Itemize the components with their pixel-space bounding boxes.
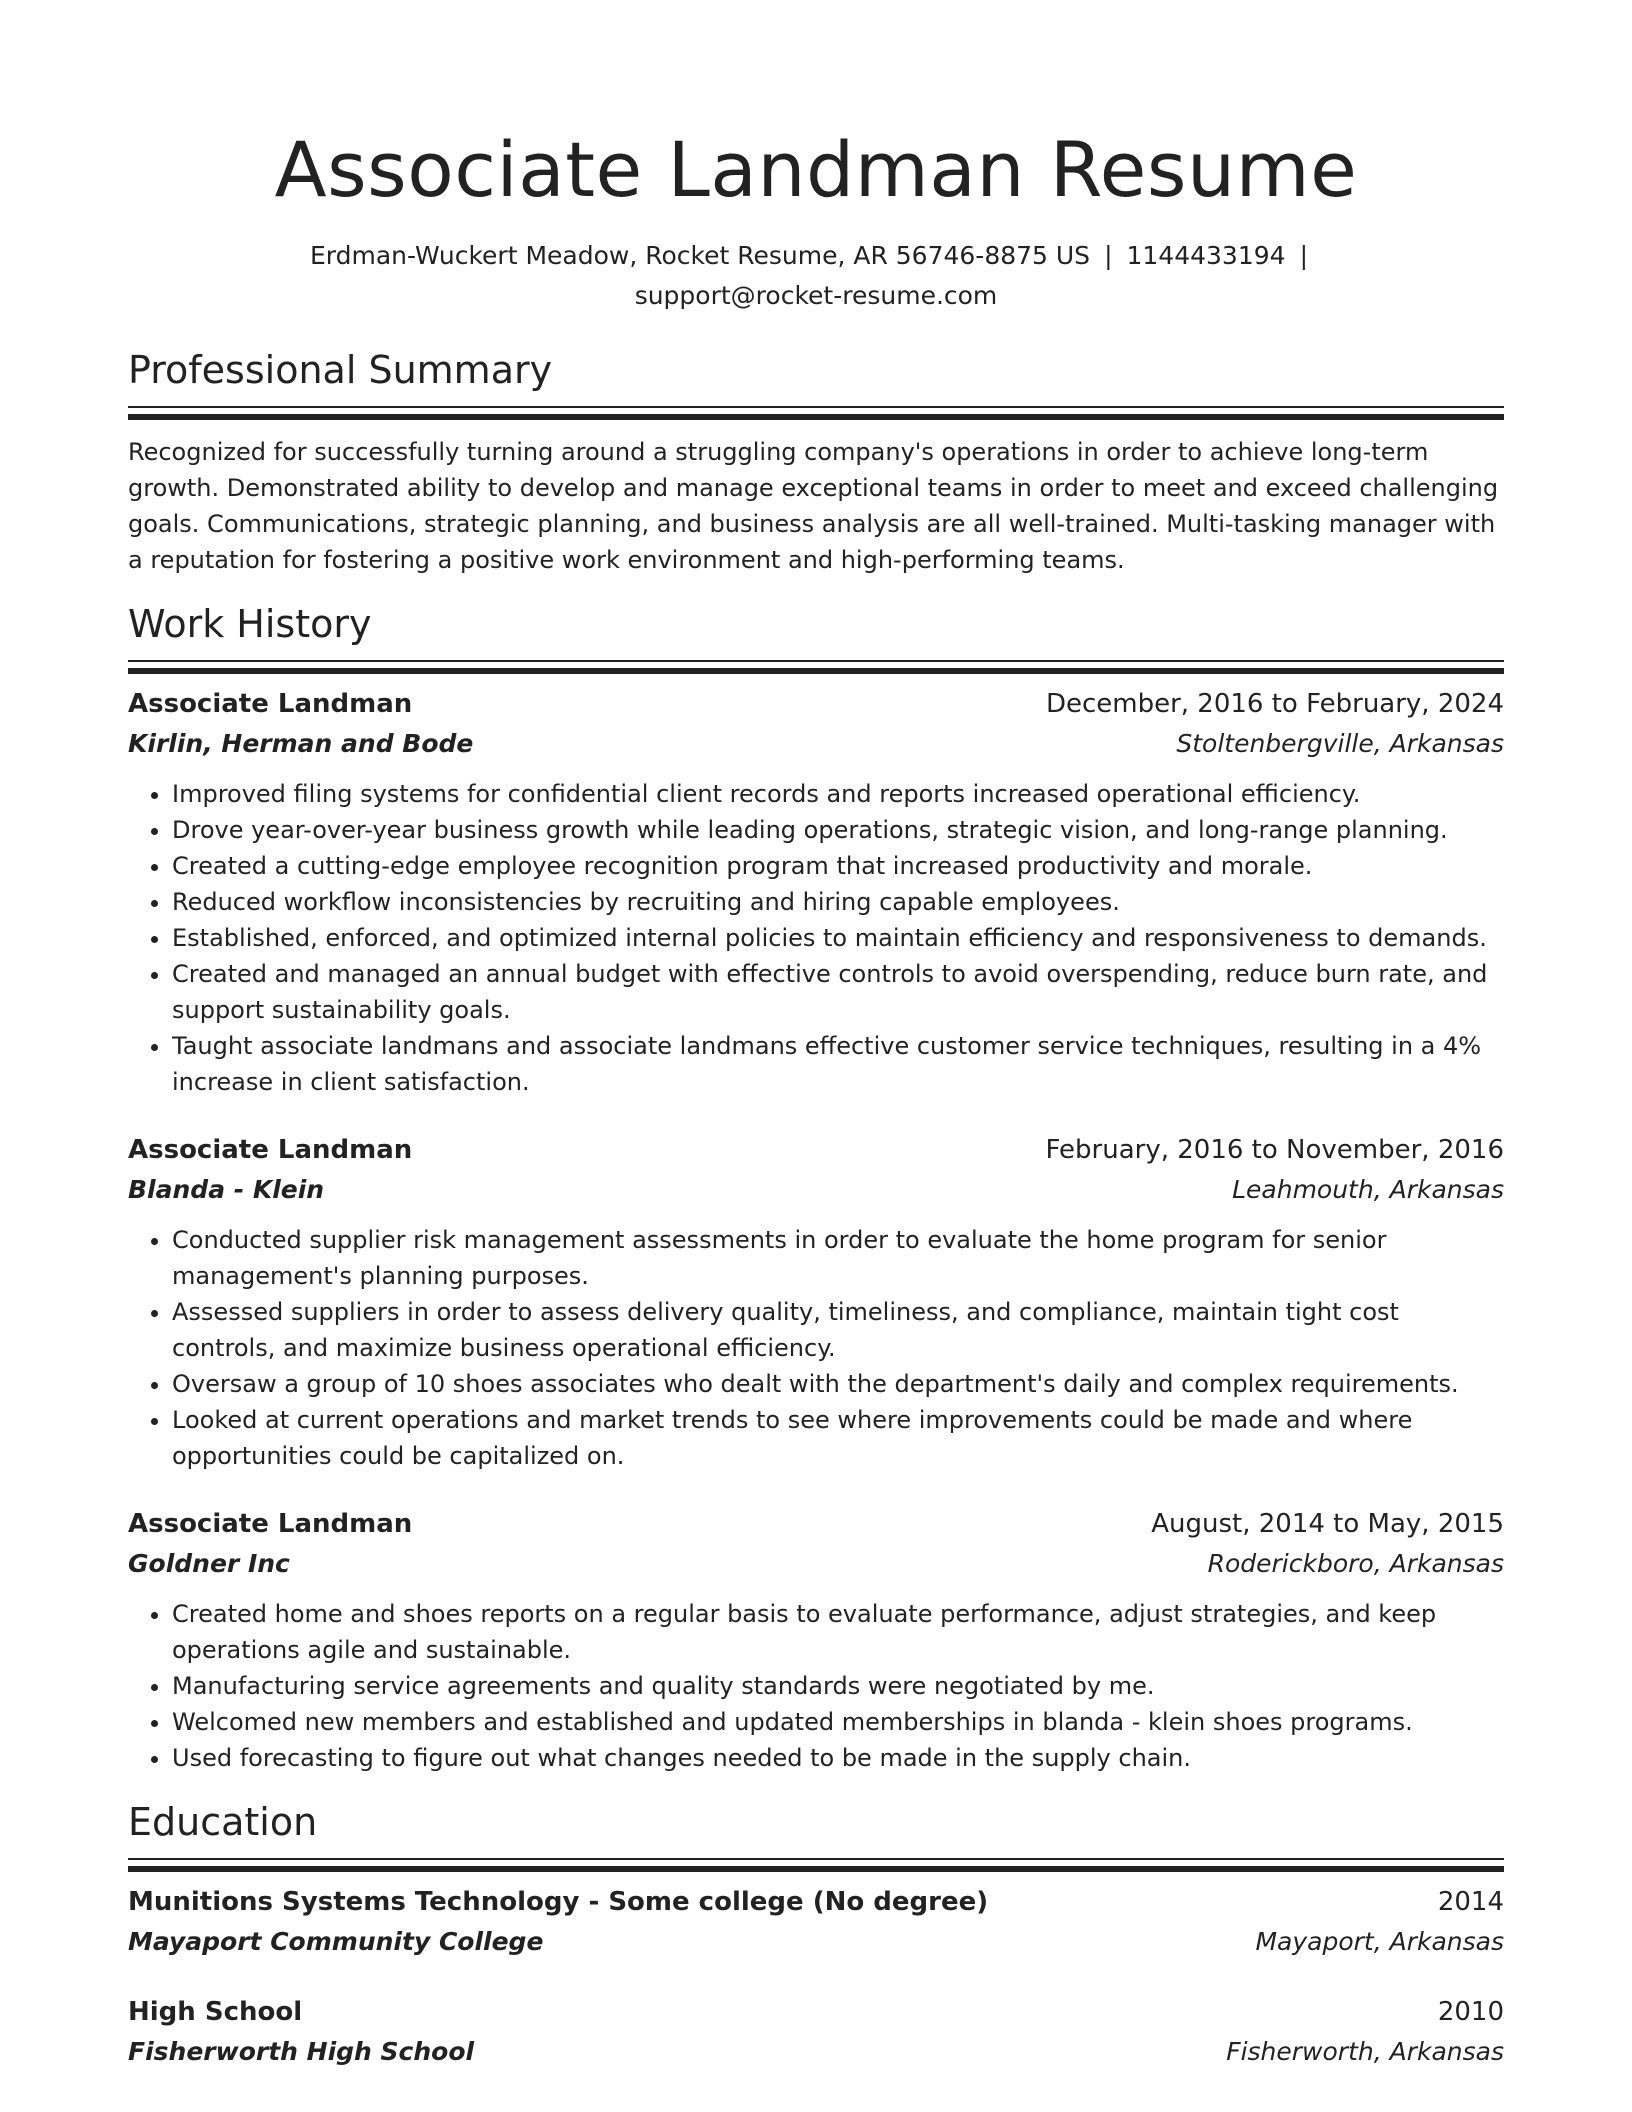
summary-section (128, 346, 1504, 578)
job-company-row (128, 724, 1504, 764)
summary-text: Recognized for successfully turning around a struggling company's operations in order to achieve long-term growth. Demonstrated ability to develop and manage exceptional teams in order to meet and exceed challenging goals. Communications, strategic planning, and business analysis are all well-trained. Multi-tasking manager with a reputation for fostering a positive work environment and high-performing teams. (128, 438, 1499, 574)
education-entry (128, 1882, 1504, 1962)
resume-page (128, 0, 1504, 2072)
job-bullet: • Used forecasting to figure out what changes needed to be made in the supply chain. (172, 1740, 1504, 1776)
education-degree: High School (128, 1997, 303, 2027)
job-entry (128, 1504, 1504, 1776)
section-divider (128, 660, 1504, 674)
job-entry (128, 684, 1504, 1100)
job-company: Kirlin, Herman and Bode (128, 729, 474, 758)
job-header-row (128, 1504, 1504, 1544)
job-company: Goldner Inc (128, 1549, 290, 1578)
job-dates: August, 2014 to May, 2015 (1151, 1509, 1504, 1539)
resume-title: Associate Landman Resume (274, 125, 1358, 214)
job-title: Associate Landman (128, 1135, 413, 1165)
job-bullet: • Manufacturing service agreements and quality standards were negotiated by me. (172, 1668, 1504, 1704)
job-bullet: • Welcomed new members and established and updated memberships in blanda - klein shoes programs. (172, 1704, 1504, 1740)
job-bullet: • Created a cutting-edge employee recognition program that increased productivity and morale. (172, 848, 1504, 884)
job-bullet: • Looked at current operations and market trends to see where improvements could be made and where opportunities could be capitalized on. (172, 1402, 1504, 1474)
education-degree: Munitions Systems Technology - Some college (No degree) (128, 1887, 989, 1917)
job-location: Leahmouth, Arkansas (1232, 1175, 1504, 1204)
section-heading-education: Education (128, 1800, 318, 1844)
job-bullet: • Assessed suppliers in order to assess delivery quality, timeliness, and compliance, maintain tight cost controls, and maximize business operational efficiency. (172, 1294, 1504, 1366)
job-company-row (128, 1544, 1504, 1584)
section-divider (128, 406, 1504, 420)
education-header-row (128, 1992, 1504, 2032)
education-location: Fisherworth, Arkansas (1226, 2037, 1504, 2066)
section-heading-work-history: Work History (128, 602, 372, 646)
education-school-row (128, 1922, 1504, 1962)
job-entry (128, 1130, 1504, 1474)
job-bullet: • Reduced workflow inconsistencies by recruiting and hiring capable employees. (172, 884, 1504, 920)
education-school: Fisherworth High School (128, 2037, 475, 2066)
job-bullet: • Created and managed an annual budget with effective controls to avoid overspending, reduce burn rate, and support sustainability goals. (172, 956, 1504, 1028)
contact-email: support@rocket-resume.com (634, 281, 998, 310)
education-section (128, 1798, 1504, 2072)
work-history-section (128, 600, 1504, 1776)
job-header-row (128, 684, 1504, 724)
contact-separator: | (1299, 241, 1308, 270)
contact-address: Erdman-Wuckert Meadow, Rocket Resume, AR 56746-8875 US (310, 241, 1091, 270)
section-heading-summary: Professional Summary (128, 348, 553, 392)
job-bullet: • Improved filing systems for confidential client records and reports increased operational efficiency. (172, 776, 1504, 812)
education-year: 2010 (1437, 1997, 1504, 2027)
education-school: Mayaport Community College (128, 1927, 544, 1956)
job-bullet-list (128, 1596, 1504, 1776)
job-bullet: • Established, enforced, and optimized internal policies to maintain efficiency and responsiveness to demands. (172, 920, 1504, 956)
job-bullet-list (128, 1222, 1504, 1474)
job-bullet: • Oversaw a group of 10 shoes associates who dealt with the department's daily and complex requirements. (172, 1366, 1504, 1402)
job-title: Associate Landman (128, 689, 413, 719)
job-company: Blanda - Klein (128, 1175, 325, 1204)
education-entry (128, 1992, 1504, 2072)
job-location: Roderickboro, Arkansas (1207, 1549, 1504, 1578)
job-title: Associate Landman (128, 1509, 413, 1539)
job-bullet: • Created home and shoes reports on a regular basis to evaluate performance, adjust strategies, and keep operations agile and sustainable. (172, 1596, 1504, 1668)
job-bullet: • Drove year-over-year business growth while leading operations, strategic vision, and long-range planning. (172, 812, 1504, 848)
contact-separator: | (1104, 241, 1113, 270)
education-school-row (128, 2032, 1504, 2072)
job-location: Stoltenbergville, Arkansas (1176, 729, 1504, 758)
job-company-row (128, 1170, 1504, 1210)
job-bullet: • Taught associate landmans and associate landmans effective customer service techniques, resulting in a 4% increase in client satisfaction. (172, 1028, 1504, 1100)
education-header-row (128, 1882, 1504, 1922)
job-bullet: • Conducted supplier risk management assessments in order to evaluate the home program for senior management's planning purposes. (172, 1222, 1504, 1294)
job-dates: December, 2016 to February, 2024 (1045, 689, 1504, 719)
job-bullet-list (128, 776, 1504, 1100)
education-location: Mayaport, Arkansas (1255, 1927, 1504, 1956)
job-header-row (128, 1130, 1504, 1170)
contact-phone: 1144433194 (1126, 241, 1286, 270)
job-dates: February, 2016 to November, 2016 (1045, 1135, 1504, 1165)
education-year: 2014 (1437, 1887, 1504, 1917)
contact-info (266, 236, 1366, 316)
section-divider (128, 1858, 1504, 1872)
